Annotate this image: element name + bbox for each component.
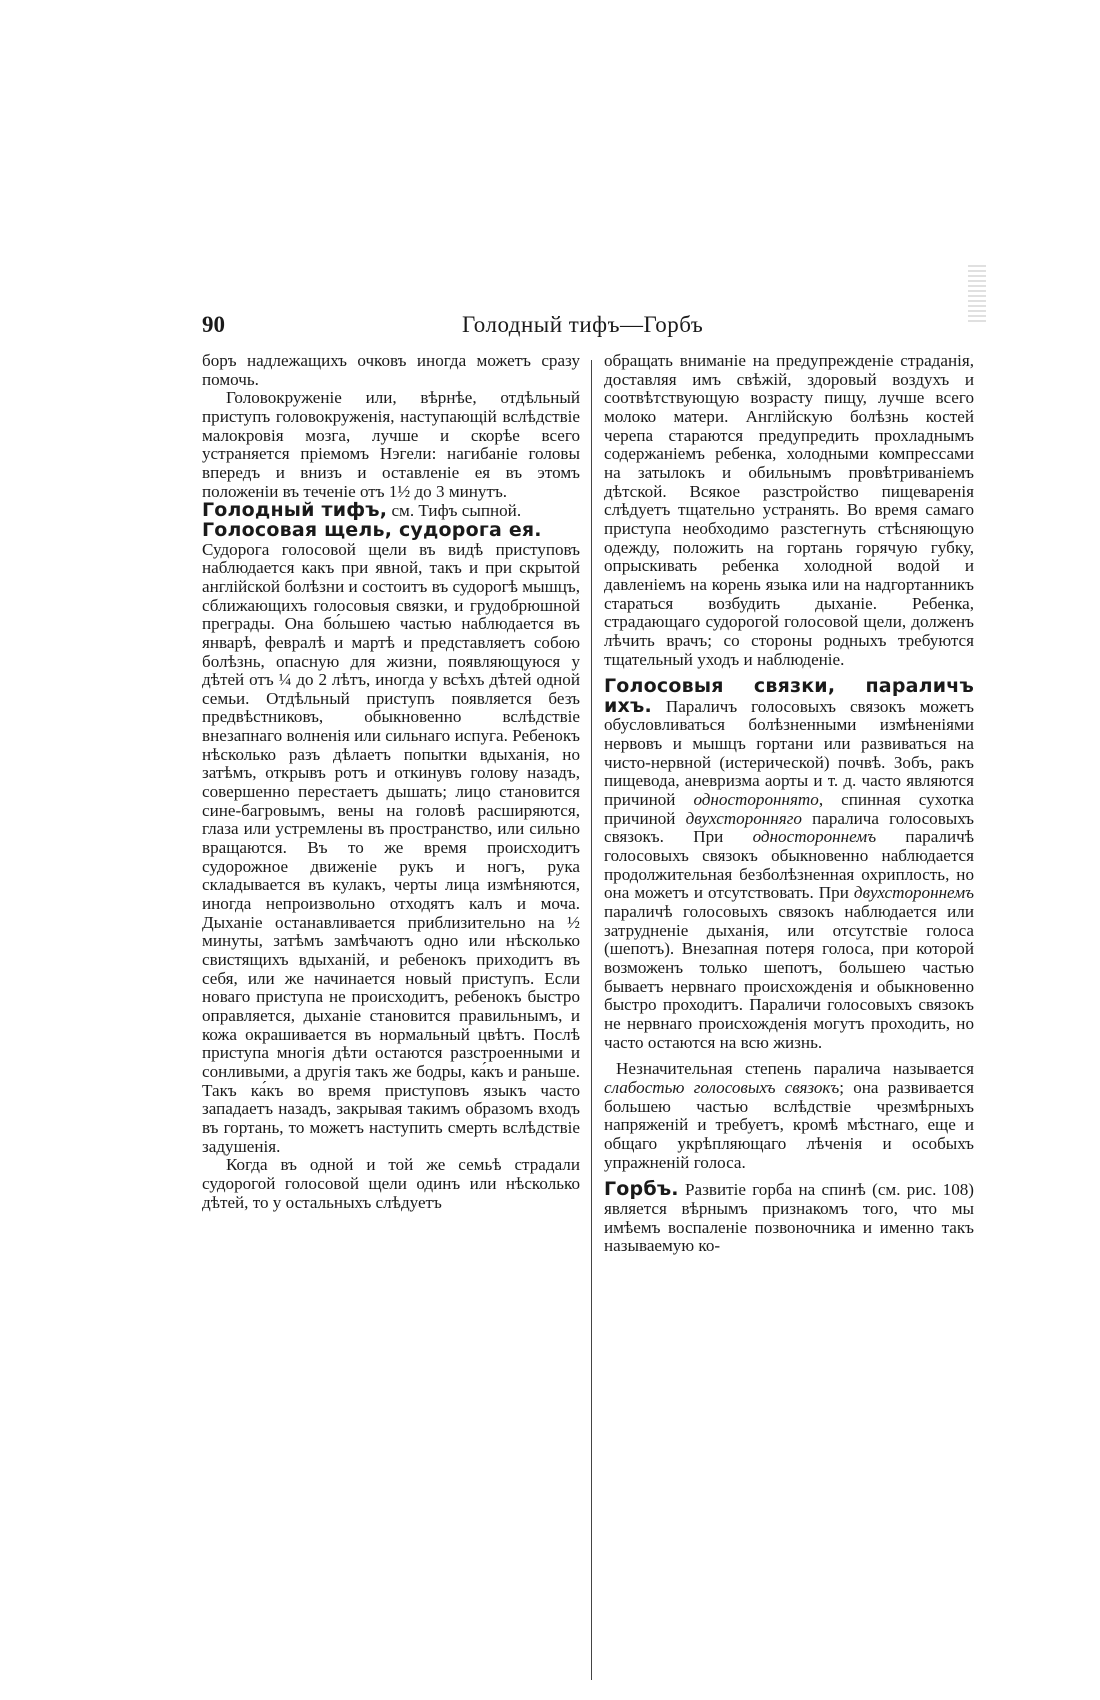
left-column — [202, 352, 580, 1212]
entry-vocal-cords: Голосовыя связки, параличъ ихъ. Параличъ голосовыхъ связокъ можетъ обусловливаться болѣзненными измѣненіями нервовъ и мышцъ гортани или развиваться на чисто-нервной (истерической) почвѣ. Зобъ, ракъ пищевода, аневризма аорты и т. д. часто являются причиной одностороннято, спинная сухотка причиной двухсторонняго паралича голосовыхъ связокъ. При одностороннемъ параличѣ голосовыхъ связокъ обыкновенно наблюдается продолжительная безболѣзненная охриплость, но она можетъ и отсутствовать. При двухстороннемъ параличѣ голосовыхъ связокъ наблюдается или затрудненіе дыханія, или отсутствіе голоса (шепотъ). Внезапная потеря голоса, при которой возможенъ только шепотъ, большею частью бываетъ нервнаго происхожденія и обыкновенно быстро проходитъ. Параличи голосовыхъ связокъ не нервнаго происхожденія могутъ проходить, но часто остаются на всю жизнь. — [604, 675, 974, 1052]
paragraph-glottis-spasm: Судорога голосовой щели въ видѣ приступовъ наблюдается какъ при явной, такъ и при скрытой англійской болѣзни и состоитъ въ судорогѣ мышцъ, сближающихъ голосовыя связки, и грудобрюшной преграды. Она бо́льшею частью наблюдается въ январѣ, февралѣ и мартѣ и представляетъ собою болѣзнь, опасную для жизни, появляющуюся у дѣтей отъ ¼ до 2 лѣтъ, иногда у всѣхъ дѣтей одной семьи. Отдѣльный приступъ появляется безъ предвѣстниковъ, обыкновенно вслѣдствіе внезапнаго волненія или сильнаго испуга. Ребенокъ нѣсколько разъ дѣлаетъ попытки вдыханія, но затѣмъ, открывъ ротъ и откинувъ голову назадъ, совершенно перестаетъ дышать; лицо становится сине-багровымъ, вены на головѣ расширяются, глаза или устремлены въ пространство, или сильно вращаются. Въ то же время происходитъ судорожное движеніе рукъ и ногъ, рука складывается въ кулакъ, черты лица измѣняются, иногда непроизвольно отходятъ калъ и моча. Дыханіе останавливается приблизительно на ½ минуты, затѣмъ замѣчаютъ одно или нѣсколько свистящихъ вдыханій, и ребенокъ приходитъ въ себя, или же начинается новый приступъ. Если новаго приступа не происходитъ, ребенокъ быстро оправляется, дыханіе становится правильнымъ, и кожа окрашивается въ нормальный цвѣтъ. Послѣ приступа многія дѣти остаются разстроенными и сонливыми, а другія такъ же бодры, ка́къ и раньше. Такъ ка́къ во время приступовъ языкъ часто западаетъ назадъ, закрывая такимъ образомъ входъ въ гортань, то можетъ наступить смерть вслѣдствіе задушенія. — [202, 539, 580, 1156]
paragraph-family: Когда въ одной и той же семьѣ страдали судорогой голосовой щели одинъ или нѣсколько дѣтей, то у остальныхъ слѣдуетъ — [202, 1155, 580, 1212]
paragraph-weakness: Незначительная степень паралича называется слабостью голосовыхъ связокъ; она развивается большею частью вслѣдствіе чрезмѣрныхъ напряженій и требуетъ, кромѣ мѣстнаго, еще и общаго укрѣпляющаго лѣченія и особыхъ упражненій голоса. — [604, 1059, 974, 1172]
entry-glottis — [202, 518, 580, 541]
right-column — [604, 352, 974, 1256]
column-divider — [591, 360, 592, 1680]
running-head: Голодный тифъ—Горбъ — [462, 312, 704, 337]
cross-reference: см. Тифъ сыпной. — [387, 501, 522, 521]
scan-smudge — [968, 264, 986, 322]
headword-vocal-cord-paralysis: Голосовыя связки, параличъ ихъ. — [604, 675, 974, 717]
paragraph-dizziness: Головокруженіе или, вѣрнѣе, отдѣльный приступъ головокруженія, наступающій вслѣдствіе малокровія мозга, лучше и скорѣе всего устраняется пріемомъ Нэгели: нагибаніе головы впередъ и внизъ и оставленіе ея въ этомъ положеніи въ теченіе отъ 1½ до 3 минутъ. — [202, 388, 580, 501]
paragraph-continuation: боръ надлежащихъ очковъ иногда можетъ сразу помочь. — [202, 351, 580, 389]
headword-hunger-typhus: Голодный тифъ, — [202, 499, 388, 522]
page-header — [202, 312, 942, 340]
paragraph-prevention: обращать вниманіе на предупрежденіе страданія, доставляя имъ свѣжій, здоровый воздухъ и соотвѣтствующую возрасту пищу, лучше всего молоко матери. Англійскую болѣзнь костей черепа стараются предупредить прохладнымъ содержаніемъ ребенка, холодными компрессами на затылокъ и обильнымъ провѣтриваніемъ дѣтской. Всякое разстройство пищеваренія слѣдуетъ тщательно устранять. Во время самаго приступа необходимо разстегнуть стѣсняющую одежду, положить на гортань горячую губку, опрыскивать ребенка холодной водой и давленіемъ на корень языка или на надгортанникъ стараться возбудить дыханіе. Ребенка, страдающаго судорогой голосовой щели, долженъ лѣчить врачъ; со стороны родныхъ требуются тщательный уходъ и наблюденіе. — [604, 351, 974, 669]
headword-glottis-spasm: Голосовая щель, судорога ея. — [202, 518, 542, 541]
entry-hump: Горбъ. Развитіе горба на спинѣ (см. рис. 108) является вѣрнымъ признакомъ того, что мы имѣемъ воспаленіе позвоночника и именно такъ называемую ко- — [604, 1178, 974, 1256]
page-number: 90 — [202, 312, 225, 337]
headword-hump: Горбъ. — [604, 1178, 679, 1201]
